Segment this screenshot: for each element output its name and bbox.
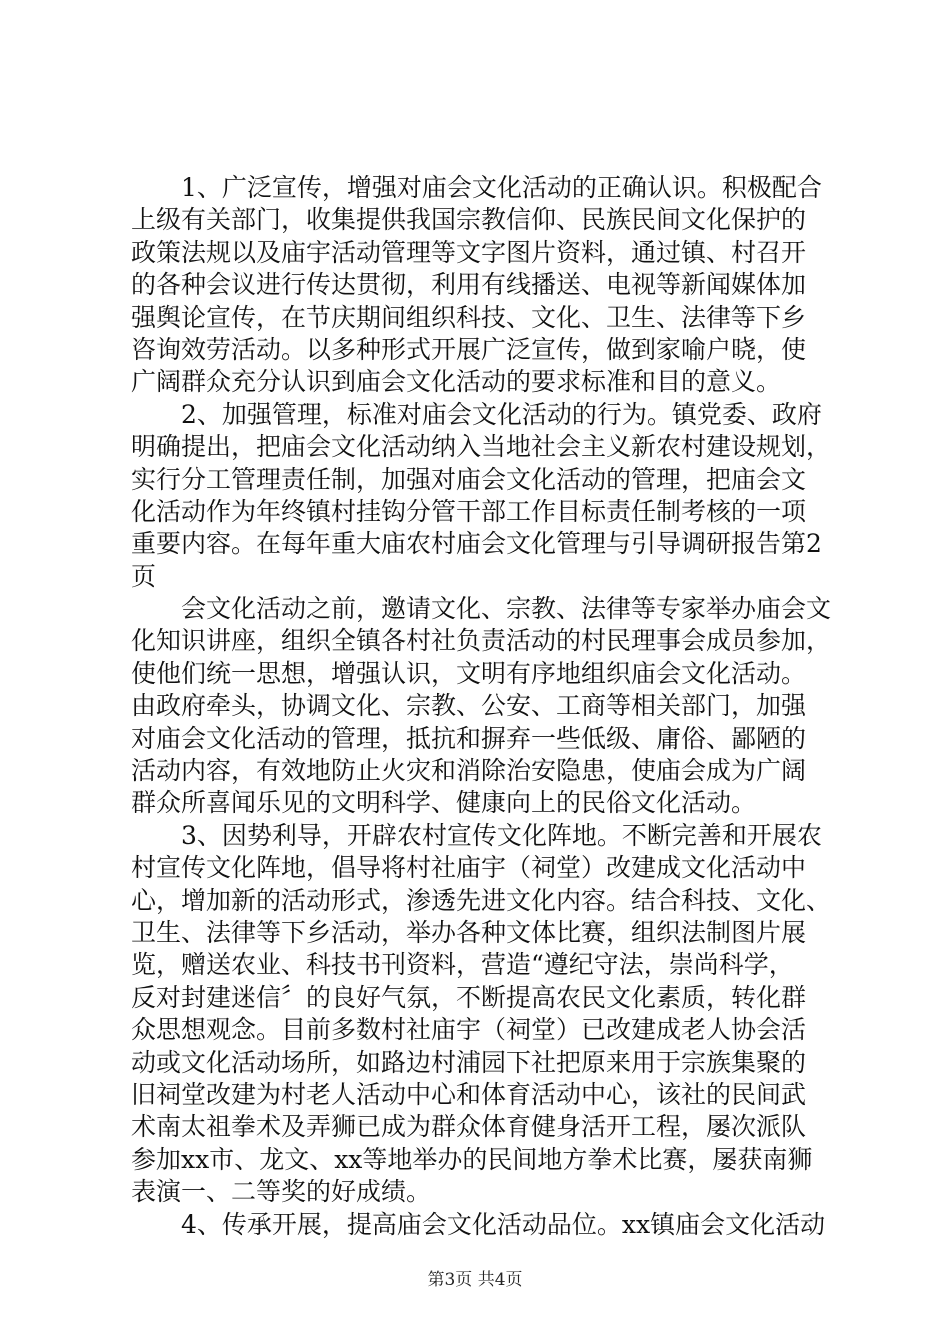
text-line: 动或文化活动场所，如路边村浦园下社把原来用于宗族集聚的 (131, 1047, 807, 1077)
text-line: 页 (131, 561, 157, 591)
text-line: 广阔群众充分认识到庙会文化活动的要求标准和目的意义。 (131, 367, 782, 397)
text-line: 使他们统一思想，增强认识，文明有序地组织庙会文化活动。 (131, 658, 807, 688)
text-line: 活动内容，有效地防止火灾和消除治安隐患，使庙会成为广阔 (131, 756, 807, 786)
text-line: 表演一、二等奖的好成绩。 (131, 1177, 432, 1207)
text-line: 对庙会文化活动的管理，抵抗和摒弃一些低级、庸俗、鄙陋的 (131, 723, 807, 753)
text-line: 咨询效劳活动。以多种形式开展广泛宣传，做到家喻户晓，使 (131, 334, 807, 364)
body-text (131, 172, 831, 1241)
text-line: 群众所喜闻乐见的文明科学、健康向上的民俗文化活动。 (131, 788, 757, 818)
page-number-label: 第3页 共4页 (427, 1270, 523, 1290)
text-line: 4、传承开展，提高庙会文化活动品位。xx镇庙会文化活动 (181, 1209, 826, 1239)
text-line: 术南太祖拳术及弄狮已成为群众体育健身活开工程，屡次派队 (131, 1112, 807, 1142)
text-line: 村宣传文化阵地，倡导将村社庙宇（祠堂）改建成文化活动中 (131, 853, 807, 883)
text-line: 1、广泛宣传，增强对庙会文化活动的正确认识。积极配合 (181, 173, 822, 202)
text-line: 强舆论宣传，在节庆期间组织科技、文化、卫生、法律等下乡 (131, 302, 807, 332)
text-line: 众思想观念。目前多数村社庙宇（祠堂）已改建成老人协会活 (131, 1015, 807, 1045)
text-line: 的各种会议进行传达贯彻，利用有线播送、电视等新闻媒体加 (131, 270, 807, 300)
text-line: 览，赠送农业、科技书刊资料，营造“遵纪守法，崇尚科学， (131, 950, 794, 980)
text-line: 实行分工管理责任制，加强对庙会文化活动的管理，把庙会文 (131, 464, 807, 494)
text-line: 参加xx市、龙文、xx等地举办的民间地方拳术比赛，屡获南狮 (131, 1144, 813, 1174)
text-line: 由政府牵头，协调文化、宗教、公安、工商等相关部门，加强 (131, 691, 807, 721)
text-line: 重要内容。在每年重大庙农村庙会文化管理与引导调研报告第2 (131, 529, 822, 559)
text-line: 卫生、法律等下乡活动，举办各种文体比赛，组织法制图片展 (131, 917, 807, 947)
text-line: 3、因势利导，开辟农村宣传文化阵地。不断完善和开展农 (181, 820, 822, 850)
text-line: 上级有关部门，收集提供我国宗教信仰、民族民间文化保护的 (131, 205, 807, 235)
text-line: 旧祠堂改建为村老人活动中心和体育活动中心，该社的民间武 (131, 1079, 807, 1109)
text-line: 2、加强管理，标准对庙会文化活动的行为。镇党委、政府 (181, 399, 822, 429)
text-line: 反对封建迷信〞的良好气氛，不断提高农民文化素质，转化群 (131, 982, 807, 1012)
text-line: 明确提出，把庙会文化活动纳入当地社会主义新农村建设规划， (131, 432, 832, 462)
text-line: 化活动作为年终镇村挂钩分管干部工作目标责任制考核的一项 (131, 496, 807, 526)
text-line: 政策法规以及庙宇活动管理等文字图片资料，通过镇、村召开 (131, 237, 807, 267)
page-footer (0, 1269, 950, 1291)
text-line: 会文化活动之前，邀请文化、宗教、法律等专家举办庙会文 (181, 594, 832, 624)
text-line: 化知识讲座，组织全镇各村社负责活动的村民理事会成员参加， (131, 626, 832, 656)
text-line: 心，增加新的活动形式，渗透先进文化内容。结合科技、文化、 (131, 885, 832, 915)
